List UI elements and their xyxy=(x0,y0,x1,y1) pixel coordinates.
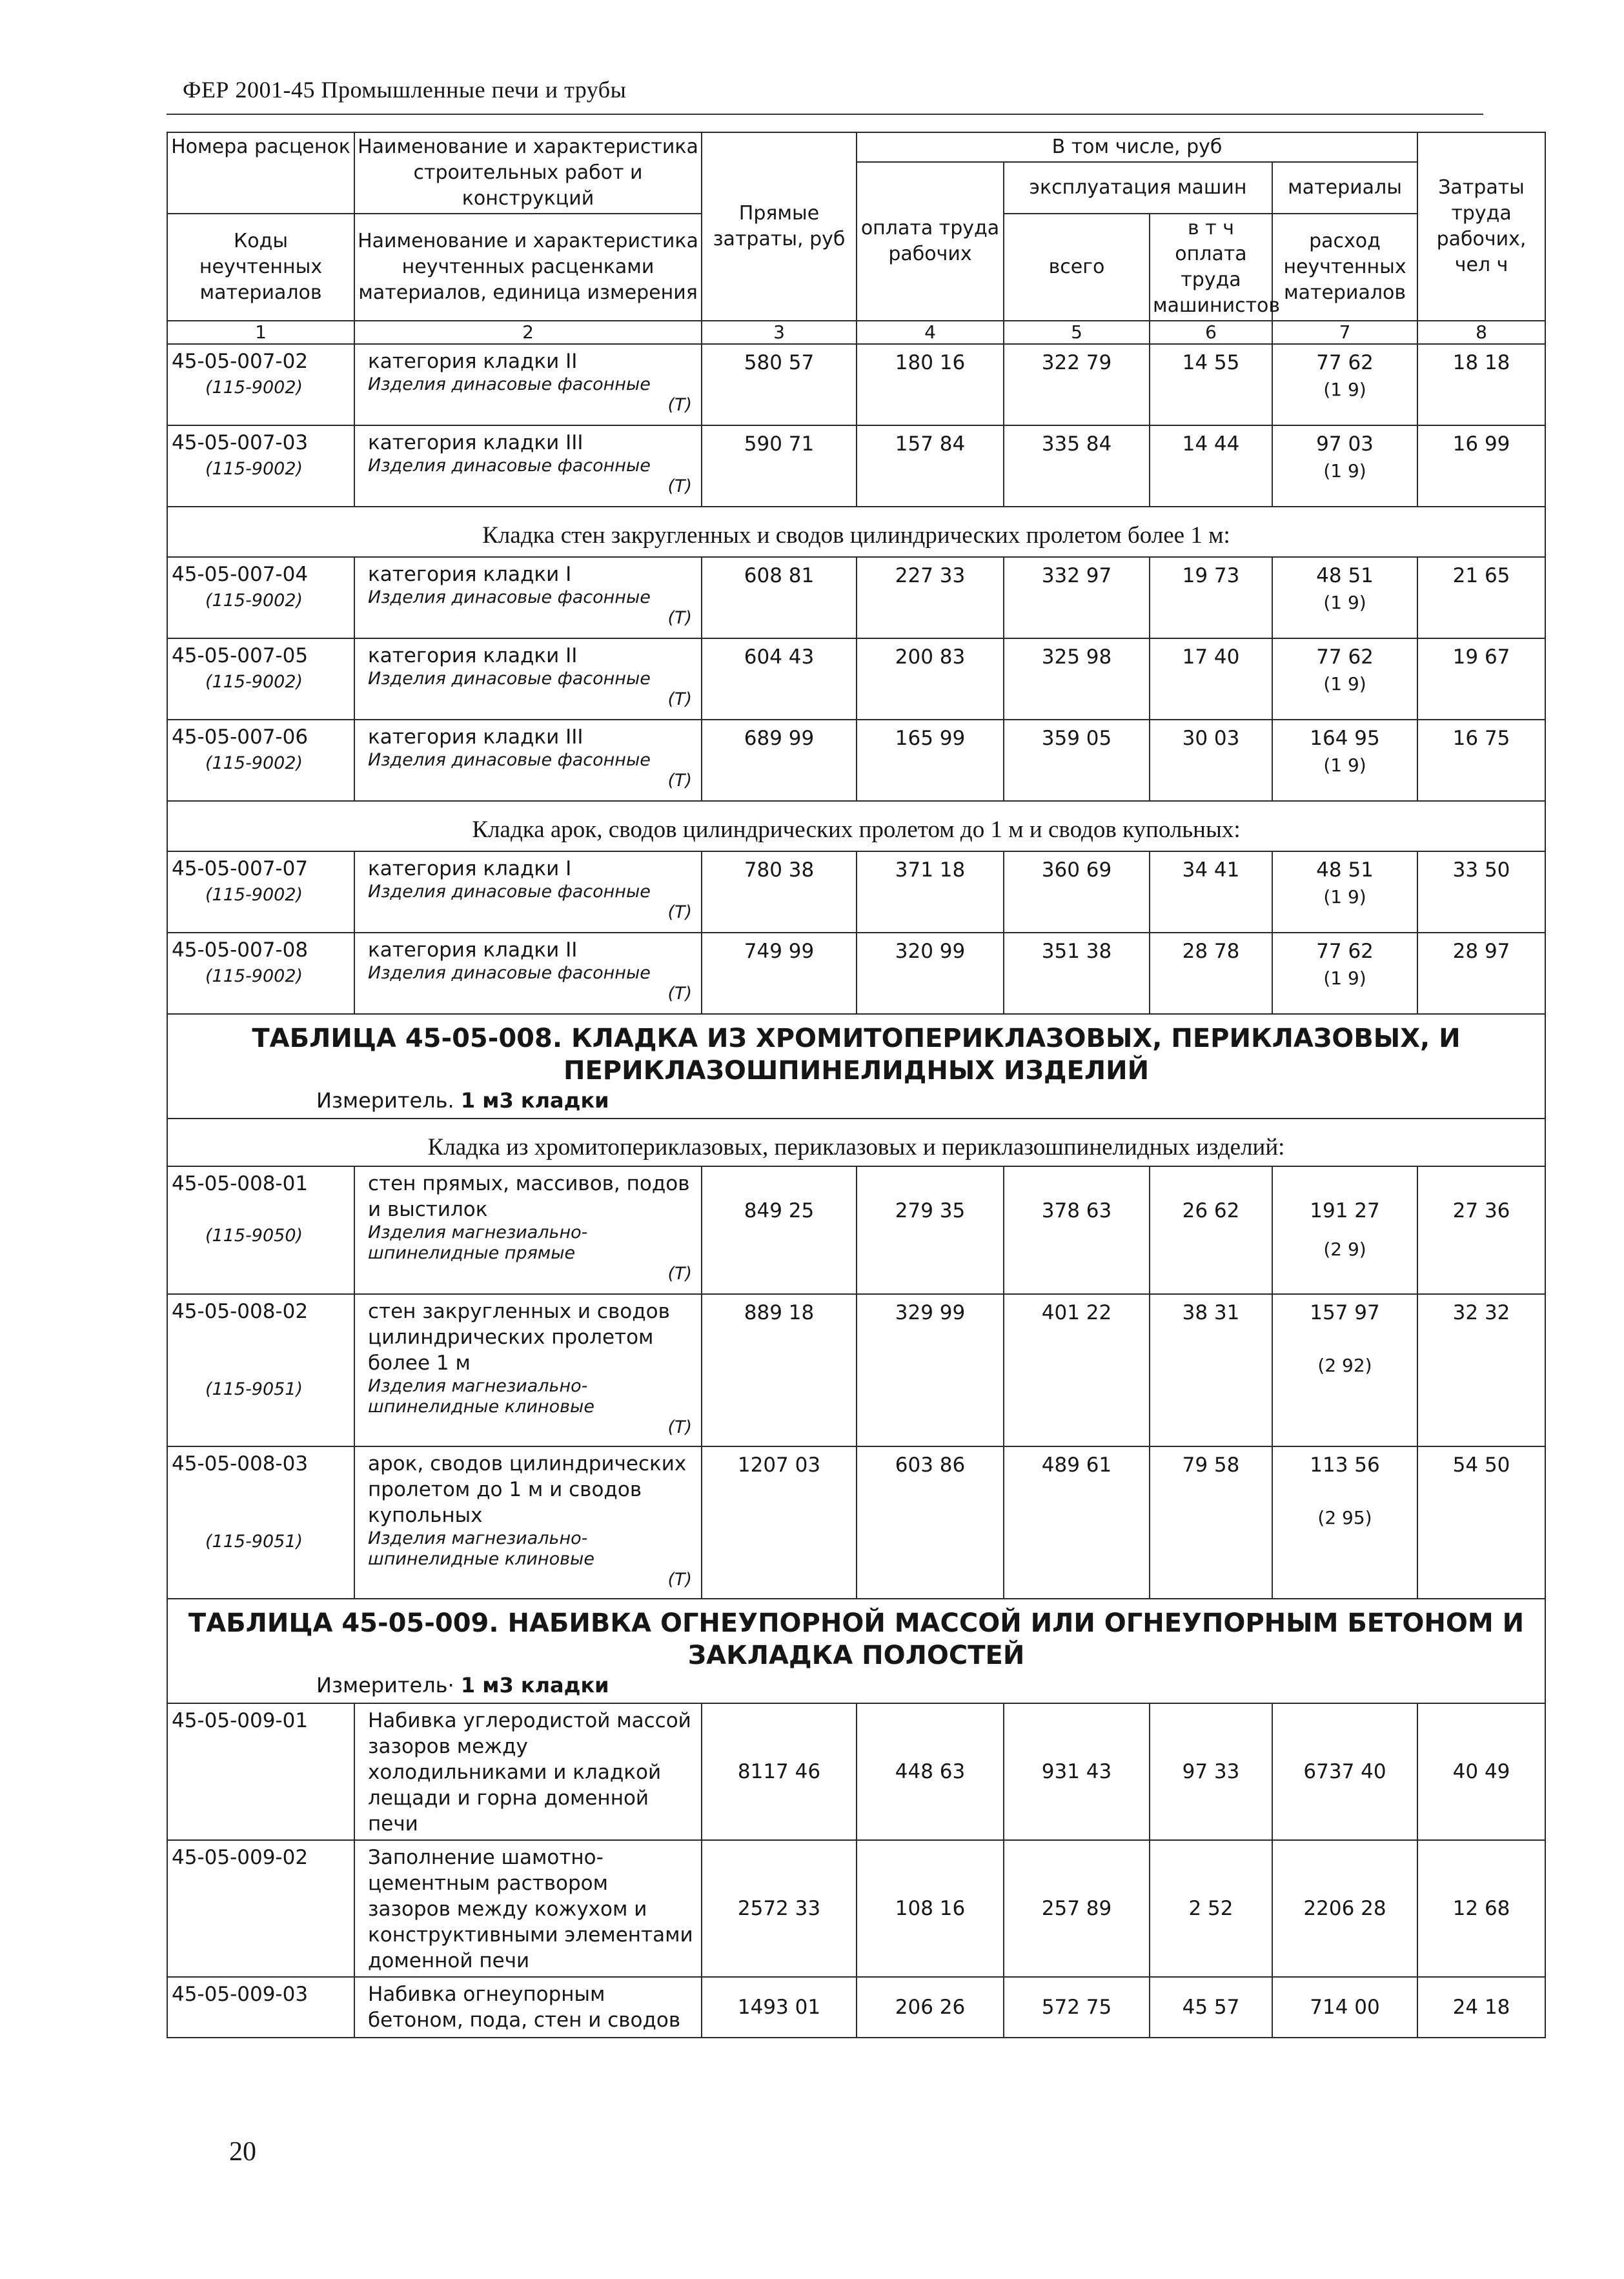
meter-value: 1 м3 кладки xyxy=(460,1088,609,1113)
unit-label: (Т) xyxy=(667,608,692,628)
materials-cell xyxy=(1272,1446,1417,1599)
rate-code: 45-05-009-01 xyxy=(172,1709,309,1732)
rate-code-cell xyxy=(167,1166,354,1294)
col-num-3: 3 xyxy=(702,321,857,344)
direct-costs-value: 608 81 xyxy=(702,557,857,638)
meter-row xyxy=(167,1672,1545,1703)
material-name: Изделия динасовые фасонные xyxy=(368,750,651,770)
machine-total-value: 359 05 xyxy=(1004,720,1150,801)
material-name: Изделия динасовые фасонные xyxy=(368,587,651,607)
work-description-cell xyxy=(354,1166,702,1294)
rate-code: 45-05-009-03 xyxy=(172,1983,309,2006)
rates-table xyxy=(167,132,1546,2038)
rate-code-cell xyxy=(167,638,354,720)
work-description-cell xyxy=(354,851,702,933)
material-code: (115-9002) xyxy=(205,591,303,611)
direct-costs-value: 780 38 xyxy=(702,851,857,933)
material-consumption: (2 95) xyxy=(1317,1507,1372,1528)
work-description-cell xyxy=(354,720,702,801)
rate-code-cell xyxy=(167,1840,354,1977)
materials-value: 48 51 xyxy=(1316,564,1374,587)
direct-costs-value: 590 71 xyxy=(702,425,857,507)
materials-cell xyxy=(1272,557,1417,638)
table-row xyxy=(167,638,1545,720)
operator-pay-value: 14 44 xyxy=(1150,425,1272,507)
rate-code-cell xyxy=(167,1977,354,2038)
work-description-cell xyxy=(354,933,702,1014)
worker-pay-value: 448 63 xyxy=(857,1703,1004,1840)
material-code: (115-9051) xyxy=(205,1532,303,1552)
unit-label: (Т) xyxy=(667,1264,692,1284)
labor-hours-value: 18 18 xyxy=(1417,344,1545,425)
work-description: категория кладки I xyxy=(368,857,572,880)
work-description: категория кладки III xyxy=(368,725,584,749)
machine-total-value: 351 38 xyxy=(1004,933,1150,1014)
unit-label: (Т) xyxy=(667,1570,692,1590)
operator-pay-value: 17 40 xyxy=(1150,638,1272,720)
labor-hours-value: 16 75 xyxy=(1417,720,1545,801)
unit-label: (Т) xyxy=(667,689,692,709)
rate-code: 45-05-007-06 xyxy=(172,725,309,749)
hdr-material-name: Наименование и характеристика неучтенных расценками материалов, единица измерения xyxy=(354,214,702,321)
worker-pay-value: 603 86 xyxy=(857,1446,1004,1599)
col-num-2: 2 xyxy=(354,321,702,344)
rate-code-cell xyxy=(167,344,354,425)
direct-costs-value: 889 18 xyxy=(702,1294,857,1446)
work-description-cell xyxy=(354,1294,702,1446)
meter-009 xyxy=(167,1672,1545,1703)
table-title-008: ТАБЛИЦА 45-05-008. КЛАДКА ИЗ ХРОМИТОПЕРИКЛАЗОВЫХ, ПЕРИКЛАЗОВЫХ, И ПЕРИКЛАЗОШПИНЕЛИДНЫХ ИЗДЕЛИЙ xyxy=(167,1014,1545,1087)
hdr-machine-total: всего xyxy=(1004,214,1150,321)
material-consumption: (1 9) xyxy=(1323,967,1366,989)
operator-pay-value: 38 31 xyxy=(1150,1294,1272,1446)
meter-label: Измеритель. xyxy=(316,1088,454,1113)
direct-costs-value: 2572 33 xyxy=(702,1840,857,1977)
materials-cell xyxy=(1272,933,1417,1014)
labor-hours-value: 40 49 xyxy=(1417,1703,1545,1840)
unit-label: (Т) xyxy=(667,476,692,496)
rate-code: 45-05-007-03 xyxy=(172,431,309,454)
materials-value: 48 51 xyxy=(1316,858,1374,882)
running-header: ФЕР 2001-45 Промышленные печи и трубы xyxy=(183,77,627,103)
rate-code-cell xyxy=(167,557,354,638)
material-code: (115-9002) xyxy=(205,378,303,398)
table-row xyxy=(167,1166,1545,1294)
machine-total-value: 378 63 xyxy=(1004,1166,1150,1294)
worker-pay-value: 371 18 xyxy=(857,851,1004,933)
meter-row xyxy=(167,1087,1545,1119)
rate-code: 45-05-007-08 xyxy=(172,938,309,962)
operator-pay-value: 97 33 xyxy=(1150,1703,1272,1840)
direct-costs-value: 689 99 xyxy=(702,720,857,801)
section-heading-row xyxy=(167,507,1545,557)
materials-value: 2206 28 xyxy=(1272,1840,1417,1977)
unit-label: (Т) xyxy=(667,984,692,1004)
work-description-cell xyxy=(354,1446,702,1599)
operator-pay-value: 30 03 xyxy=(1150,720,1272,801)
col-num-6: 6 xyxy=(1150,321,1272,344)
work-description: категория кладки II xyxy=(368,350,578,373)
material-name: Изделия динасовые фасонные xyxy=(368,882,651,902)
operator-pay-value: 45 57 xyxy=(1150,1977,1272,2038)
worker-pay-value: 165 99 xyxy=(857,720,1004,801)
table-row xyxy=(167,1977,1545,2038)
labor-hours-value: 27 36 xyxy=(1417,1166,1545,1294)
unit-label: (Т) xyxy=(667,902,692,922)
material-consumption: (1 9) xyxy=(1323,460,1366,481)
hdr-unaccounted-codes: Коды неучтенных материалов xyxy=(167,214,354,321)
meter-008 xyxy=(167,1087,1545,1119)
material-name: Изделия магнезиально-шпинелидные прямые xyxy=(368,1222,588,1263)
hdr-machine-operation: эксплуатация машин xyxy=(1004,162,1272,214)
table-row xyxy=(167,1446,1545,1599)
labor-hours-value: 19 67 xyxy=(1417,638,1545,720)
work-description: Набивка огнеупорным бетоном, пода, стен и сводов xyxy=(368,1983,681,2032)
material-consumption: (1 9) xyxy=(1323,592,1366,613)
unit-label: (Т) xyxy=(667,395,692,415)
operator-pay-value: 2 52 xyxy=(1150,1840,1272,1977)
direct-costs-value: 849 25 xyxy=(702,1166,857,1294)
machine-total-value: 489 61 xyxy=(1004,1446,1150,1599)
work-description: категория кладки III xyxy=(368,431,584,454)
work-description-cell xyxy=(354,1703,702,1840)
section-heading: Кладка стен закругленных и сводов цилиндрических пролетом более 1 м: xyxy=(167,507,1545,557)
machine-total-value: 335 84 xyxy=(1004,425,1150,507)
meter-value: 1 м3 кладки xyxy=(460,1673,609,1697)
direct-costs-value: 749 99 xyxy=(702,933,857,1014)
rate-code-cell xyxy=(167,1703,354,1840)
materials-value: 77 62 xyxy=(1316,940,1374,963)
table-row xyxy=(167,851,1545,933)
header-row-1 xyxy=(167,132,1545,162)
table-row xyxy=(167,425,1545,507)
col-num-7: 7 xyxy=(1272,321,1417,344)
materials-cell xyxy=(1272,425,1417,507)
operator-pay-value: 34 41 xyxy=(1150,851,1272,933)
machine-total-value: 332 97 xyxy=(1004,557,1150,638)
work-description-cell xyxy=(354,557,702,638)
material-name: Изделия динасовые фасонные xyxy=(368,456,651,476)
operator-pay-value: 79 58 xyxy=(1150,1446,1272,1599)
machine-total-value: 401 22 xyxy=(1004,1294,1150,1446)
machine-total-value: 931 43 xyxy=(1004,1703,1150,1840)
materials-cell xyxy=(1272,1166,1417,1294)
work-description: Набивка углеродистой массой зазоров между холодильниками и кладкой лещади и горна доменной печи xyxy=(368,1709,691,1836)
machine-total-value: 360 69 xyxy=(1004,851,1150,933)
section-heading-row xyxy=(167,801,1545,851)
direct-costs-value: 1493 01 xyxy=(702,1977,857,2038)
operator-pay-value: 26 62 xyxy=(1150,1166,1272,1294)
labor-hours-value: 12 68 xyxy=(1417,1840,1545,1977)
work-description: категория кладки II xyxy=(368,644,578,667)
page-number: 20 xyxy=(229,2137,256,2167)
work-description-cell xyxy=(354,1840,702,1977)
labor-hours-value: 33 50 xyxy=(1417,851,1545,933)
material-code: (115-9002) xyxy=(205,885,303,905)
rate-code: 45-05-007-05 xyxy=(172,644,309,667)
work-description: категория кладки I xyxy=(368,563,572,586)
rate-code-cell xyxy=(167,425,354,507)
materials-value: 97 03 xyxy=(1316,432,1374,456)
materials-value: 77 62 xyxy=(1316,351,1374,374)
work-description-cell xyxy=(354,1977,702,2038)
materials-cell xyxy=(1272,1294,1417,1446)
material-code: (115-9002) xyxy=(205,459,303,479)
hdr-including: В том числе, руб xyxy=(857,132,1417,162)
hdr-work-name: Наименование и характеристика строительных работ и конструкций xyxy=(354,132,702,214)
operator-pay-value: 14 55 xyxy=(1150,344,1272,425)
section-heading: Кладка из хромитопериклазовых, периклазовых и периклазошпинелидных изделий: xyxy=(167,1119,1545,1166)
table-row xyxy=(167,720,1545,801)
unit-label: (Т) xyxy=(667,1417,692,1437)
material-name: Изделия магнезиально-шпинелидные клиновые xyxy=(368,1528,594,1569)
column-numbers-row xyxy=(167,321,1545,344)
work-description-cell xyxy=(354,638,702,720)
material-code: (115-9050) xyxy=(205,1226,303,1246)
work-description: категория кладки II xyxy=(368,938,578,962)
material-consumption: (2 9) xyxy=(1323,1239,1366,1260)
rate-code: 45-05-007-04 xyxy=(172,563,309,586)
header-rule xyxy=(167,114,1483,115)
material-consumption: (1 9) xyxy=(1323,886,1366,907)
work-description: стен прямых, массивов, подов и выстилок xyxy=(368,1172,690,1221)
material-name: Изделия динасовые фасонные xyxy=(368,669,651,689)
materials-value: 714 00 xyxy=(1272,1977,1417,2038)
col-num-1: 1 xyxy=(167,321,354,344)
worker-pay-value: 108 16 xyxy=(857,1840,1004,1977)
material-consumption: (1 9) xyxy=(1323,673,1366,694)
materials-cell xyxy=(1272,344,1417,425)
table-title-row xyxy=(167,1599,1545,1672)
rate-code: 45-05-007-07 xyxy=(172,857,309,880)
material-name: Изделия динасовые фасонные xyxy=(368,374,651,394)
work-description-cell xyxy=(354,344,702,425)
meter-label: Измеритель· xyxy=(316,1673,454,1697)
hdr-worker-pay: оплата труда рабочих xyxy=(857,162,1004,321)
material-code: (115-9002) xyxy=(205,753,303,773)
materials-value: 6737 40 xyxy=(1272,1703,1417,1840)
worker-pay-value: 206 26 xyxy=(857,1977,1004,2038)
table-row xyxy=(167,1294,1545,1446)
operator-pay-value: 19 73 xyxy=(1150,557,1272,638)
worker-pay-value: 227 33 xyxy=(857,557,1004,638)
table-row xyxy=(167,344,1545,425)
col-num-5: 5 xyxy=(1004,321,1150,344)
hdr-materials: материалы xyxy=(1272,162,1417,214)
rate-code: 45-05-008-02 xyxy=(172,1300,309,1323)
work-description: арок, сводов цилиндрических пролетом до 1 м и сводов купольных xyxy=(368,1452,687,1527)
worker-pay-value: 180 16 xyxy=(857,344,1004,425)
hdr-operator-pay: в т ч оплата труда машинистов xyxy=(1150,214,1272,321)
labor-hours-value: 21 65 xyxy=(1417,557,1545,638)
rate-code: 45-05-007-02 xyxy=(172,350,309,373)
materials-cell xyxy=(1272,720,1417,801)
rate-code-cell xyxy=(167,1446,354,1599)
col-num-4: 4 xyxy=(857,321,1004,344)
unit-label: (Т) xyxy=(667,771,692,791)
rate-code-cell xyxy=(167,933,354,1014)
labor-hours-value: 28 97 xyxy=(1417,933,1545,1014)
materials-value: 164 95 xyxy=(1310,727,1380,750)
materials-value: 77 62 xyxy=(1316,645,1374,669)
table-row xyxy=(167,557,1545,638)
material-name: Изделия магнезиально-шпинелидные клиновые xyxy=(368,1376,594,1417)
material-name: Изделия динасовые фасонные xyxy=(368,963,651,983)
direct-costs-value: 580 57 xyxy=(702,344,857,425)
material-consumption: (1 9) xyxy=(1323,755,1366,776)
section-heading: Кладка арок, сводов цилиндрических пролетом до 1 м и сводов купольных: xyxy=(167,801,1545,851)
direct-costs-value: 604 43 xyxy=(702,638,857,720)
col-num-8: 8 xyxy=(1417,321,1545,344)
worker-pay-value: 279 35 xyxy=(857,1166,1004,1294)
material-code: (115-9002) xyxy=(205,966,303,986)
materials-value: 157 97 xyxy=(1310,1301,1380,1324)
worker-pay-value: 157 84 xyxy=(857,425,1004,507)
work-description: Заполнение шамотно-цементным раствором зазоров между кожухом и конструктивными элементами доменной печи xyxy=(368,1846,693,1972)
material-code: (115-9051) xyxy=(205,1379,303,1399)
machine-total-value: 572 75 xyxy=(1004,1977,1150,2038)
rate-code: 45-05-009-02 xyxy=(172,1846,309,1869)
table-title-009: ТАБЛИЦА 45-05-009. НАБИВКА ОГНЕУПОРНОЙ МАССОЙ ИЛИ ОГНЕУПОРНЫМ БЕТОНОМ И ЗАКЛАДКА ПОЛОСТЕЙ xyxy=(167,1599,1545,1672)
hdr-labor-hours: Затраты труда рабочих, чел ч xyxy=(1417,132,1545,321)
labor-hours-value: 54 50 xyxy=(1417,1446,1545,1599)
rate-code: 45-05-008-03 xyxy=(172,1452,309,1475)
rate-code: 45-05-008-01 xyxy=(172,1172,309,1195)
material-consumption: (2 92) xyxy=(1317,1355,1372,1376)
section-heading-row xyxy=(167,1119,1545,1166)
labor-hours-value: 24 18 xyxy=(1417,1977,1545,2038)
material-consumption: (1 9) xyxy=(1323,379,1366,400)
labor-hours-value: 32 32 xyxy=(1417,1294,1545,1446)
machine-total-value: 325 98 xyxy=(1004,638,1150,720)
machine-total-value: 257 89 xyxy=(1004,1840,1150,1977)
rate-code-cell xyxy=(167,851,354,933)
rate-code-cell xyxy=(167,1294,354,1446)
worker-pay-value: 200 83 xyxy=(857,638,1004,720)
worker-pay-value: 329 99 xyxy=(857,1294,1004,1446)
work-description: стен закругленных и сводов цилиндрических пролетом более 1 м xyxy=(368,1300,670,1375)
table-row xyxy=(167,1840,1545,1977)
worker-pay-value: 320 99 xyxy=(857,933,1004,1014)
hdr-rate-numbers: Номера расценок xyxy=(167,132,354,214)
table-title-row xyxy=(167,1014,1545,1087)
materials-value: 113 56 xyxy=(1310,1453,1380,1477)
table-row xyxy=(167,933,1545,1014)
hdr-unaccounted-materials: расход неучтенных материалов xyxy=(1272,214,1417,321)
direct-costs-value: 8117 46 xyxy=(702,1703,857,1840)
direct-costs-value: 1207 03 xyxy=(702,1446,857,1599)
table-row xyxy=(167,1703,1545,1840)
materials-cell xyxy=(1272,851,1417,933)
material-code: (115-9002) xyxy=(205,672,303,692)
materials-cell xyxy=(1272,638,1417,720)
rate-code-cell xyxy=(167,720,354,801)
hdr-direct-costs: Прямые затраты, руб xyxy=(702,132,857,321)
work-description-cell xyxy=(354,425,702,507)
machine-total-value: 322 79 xyxy=(1004,344,1150,425)
operator-pay-value: 28 78 xyxy=(1150,933,1272,1014)
materials-value: 191 27 xyxy=(1310,1199,1380,1222)
labor-hours-value: 16 99 xyxy=(1417,425,1545,507)
